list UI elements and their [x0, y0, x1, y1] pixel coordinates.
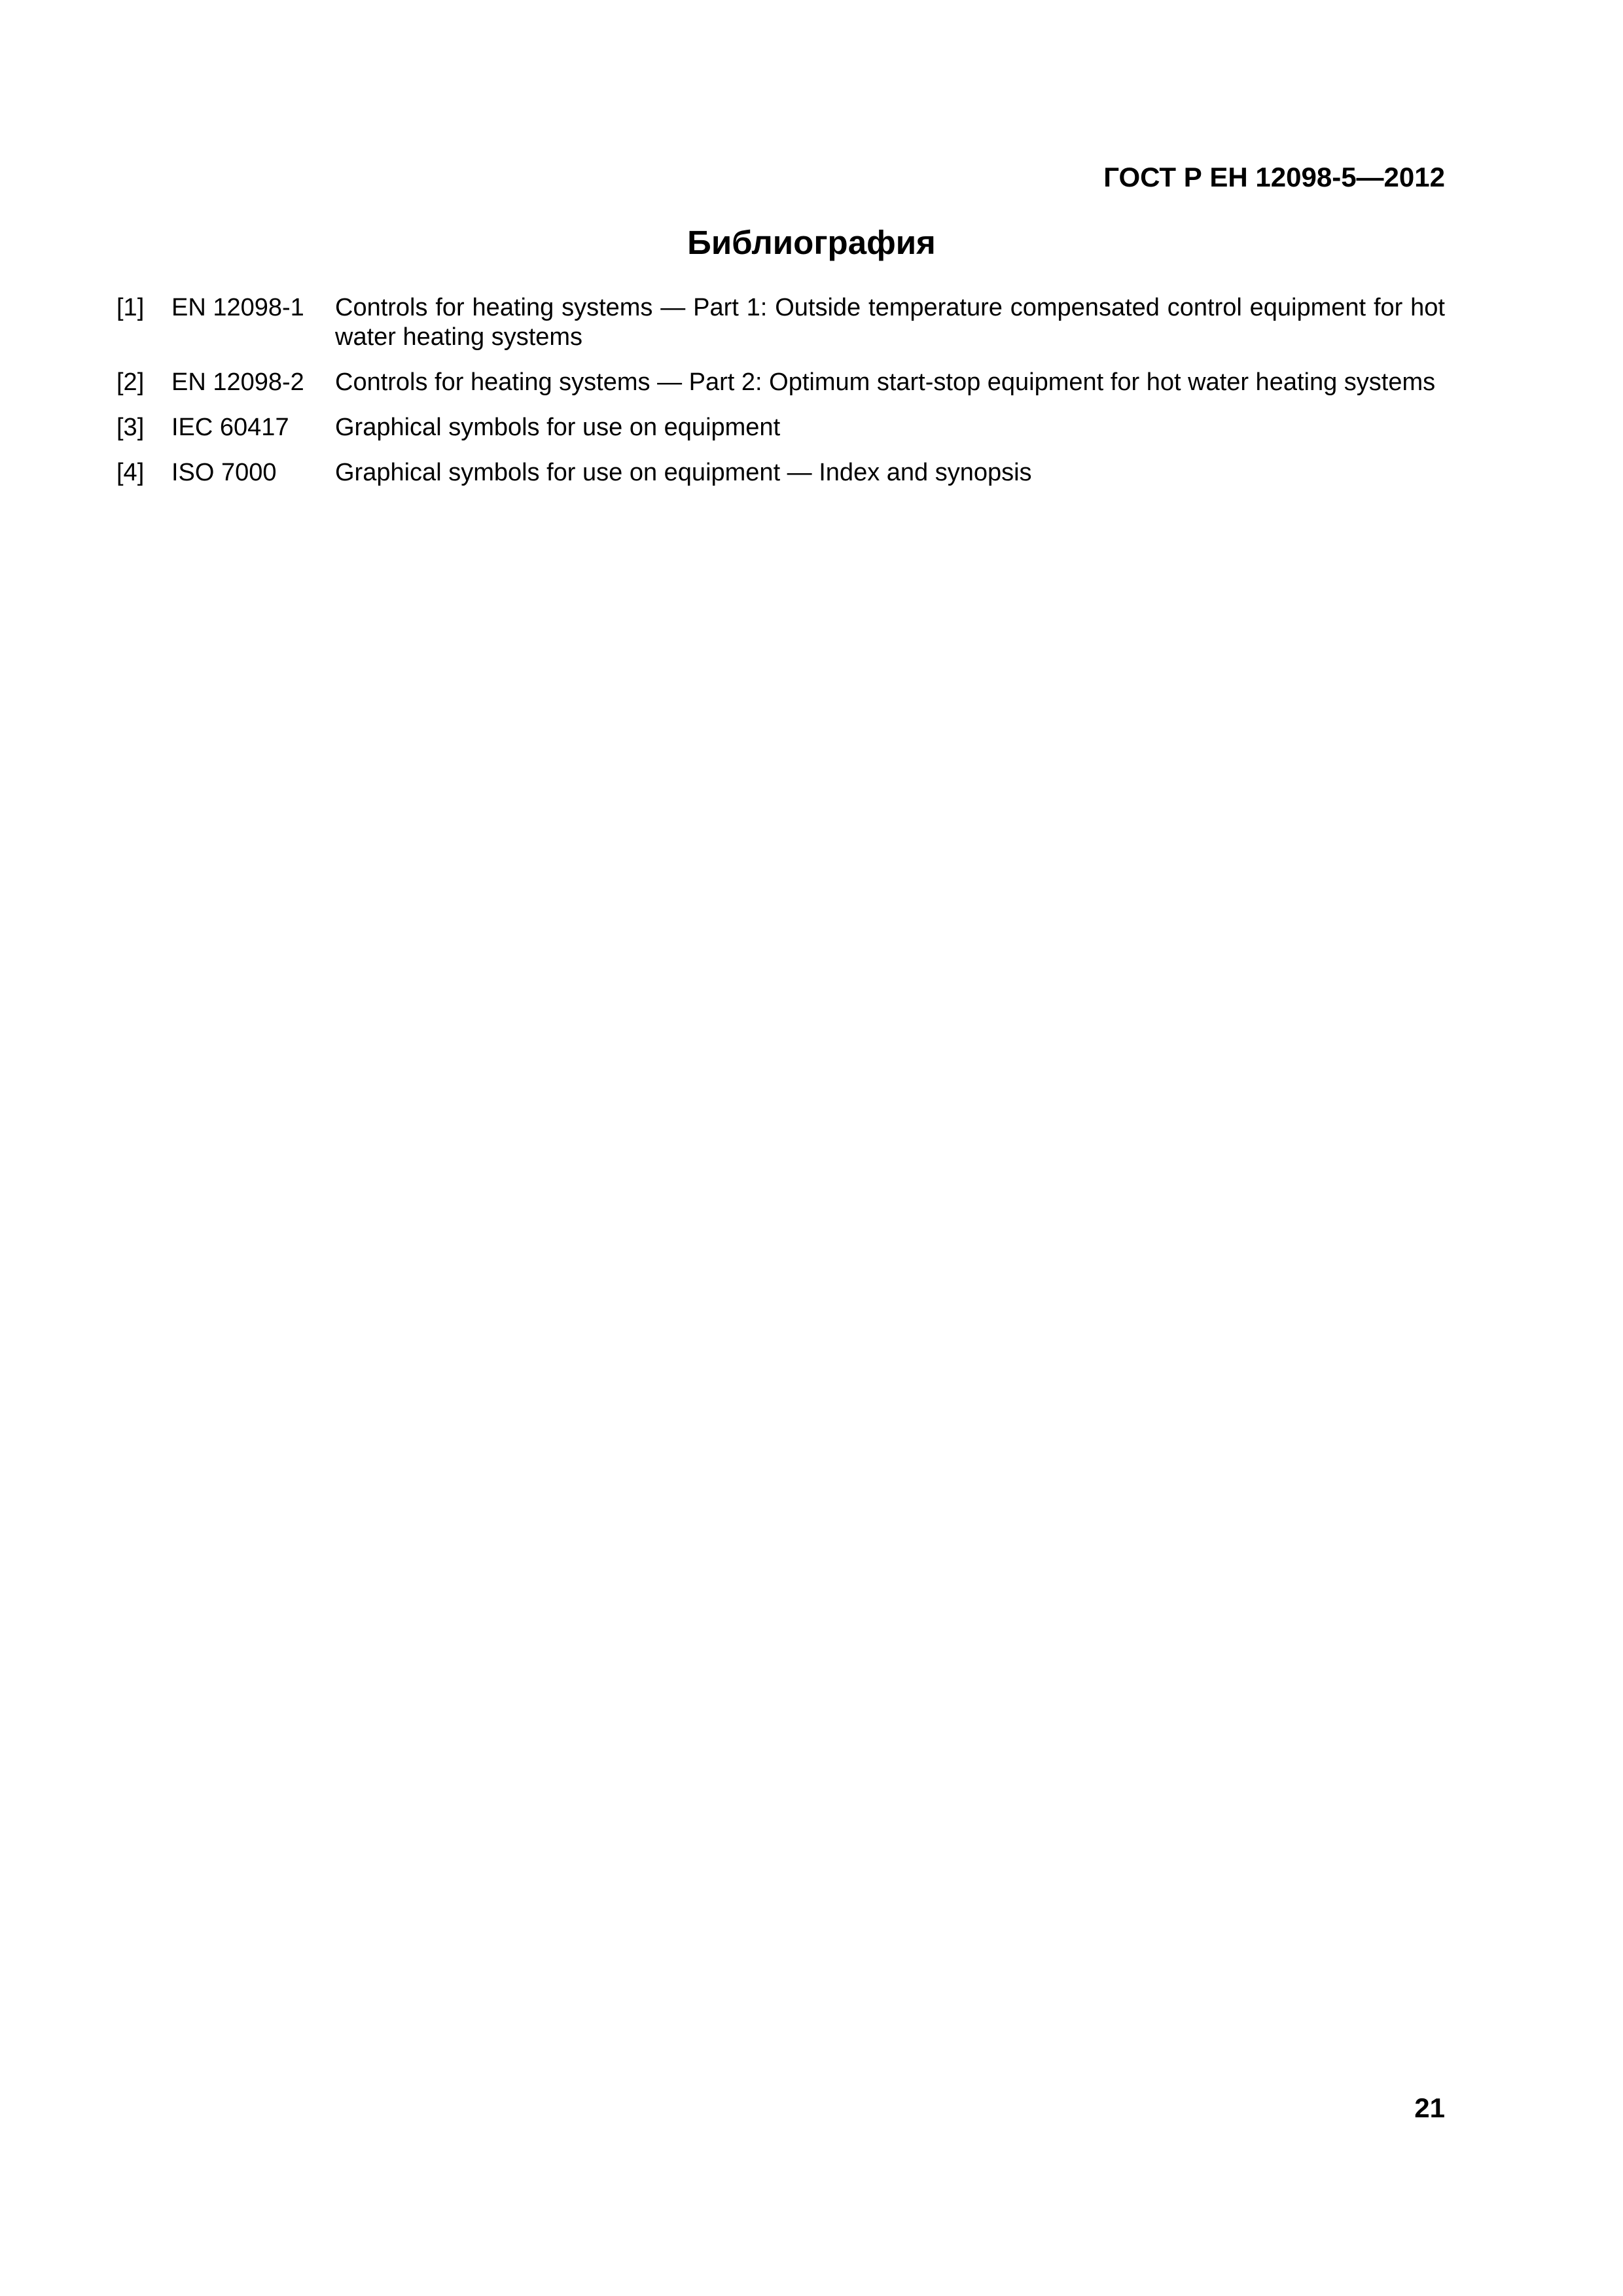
bibliography-entry [116, 293, 1445, 352]
entry-code: ISO 7000 [171, 459, 277, 486]
document-header-standard-id: ГОСТ Р ЕН 12098-5—2012 [1103, 162, 1445, 192]
entry-code: IEC 60417 [171, 414, 289, 441]
bibliography-entry [116, 458, 1445, 488]
entry-number: [2] [116, 368, 145, 396]
entry-number: [4] [116, 459, 145, 486]
entry-number: [1] [116, 294, 145, 321]
entry-number: [3] [116, 414, 145, 441]
bibliography-entry [116, 413, 1445, 442]
entry-title: Controls for heating systems — Part 2: Optimum start-stop equipment for hot water heating systems [335, 368, 1436, 396]
entry-code: EN 12098-1 [171, 294, 304, 321]
entry-code: EN 12098-2 [171, 368, 304, 396]
bibliography-list [116, 293, 1445, 503]
entry-title: Graphical symbols for use on equipment [335, 414, 781, 441]
section-title: Библиография [687, 224, 936, 261]
entry-title: Controls for heating systems — Part 1: Outside temperature compensated control equipment for hot water heating systems [335, 294, 1445, 351]
entry-title: Graphical symbols for use on equipment — Index and synopsis [335, 459, 1032, 486]
page-number: 21 [1414, 2092, 1445, 2123]
bibliography-entry [116, 368, 1445, 397]
